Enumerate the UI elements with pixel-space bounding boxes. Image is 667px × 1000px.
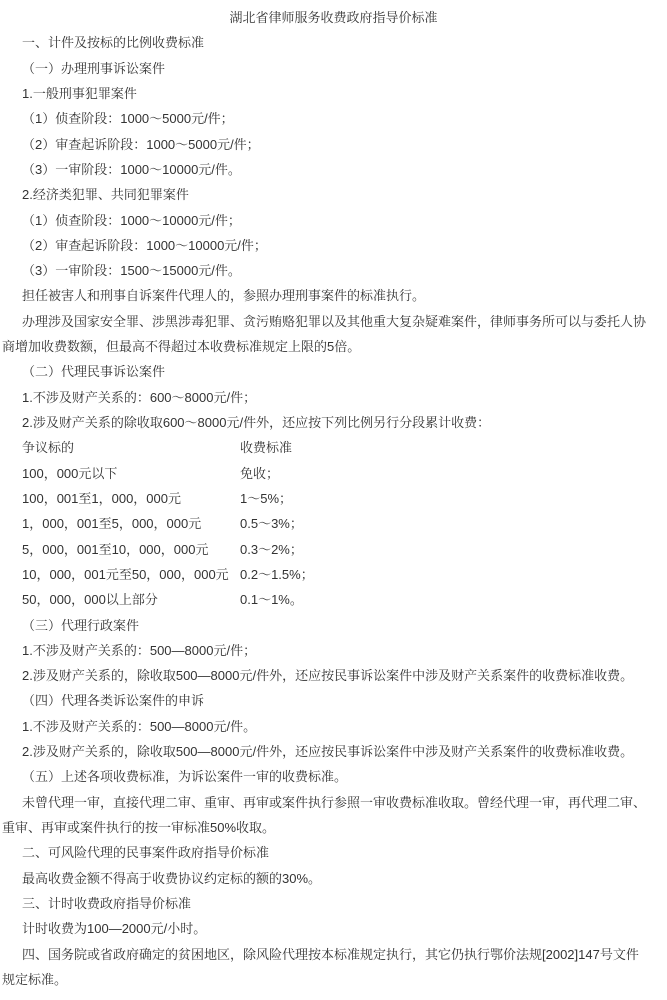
doc-line: 1.不涉及财产关系的：500—8000元/件。 xyxy=(22,718,257,734)
fee-table-row xyxy=(2,461,665,486)
fee-dispute-amount: 1，000，001至5，000，000元 xyxy=(22,516,202,532)
doc-line: （三）代理行政案件 xyxy=(22,617,140,633)
doc-line: 担任被害人和刑事自诉案件代理人的，参照办理刑事案件的标准执行。 xyxy=(22,288,426,304)
fee-table-row xyxy=(2,486,665,511)
fee-table-row xyxy=(2,562,665,587)
fee-dispute-amount: 100，001至1，000，000元 xyxy=(22,490,181,506)
doc-line: 1.不涉及财产关系的：500—8000元/件； xyxy=(22,642,257,658)
fee-dispute-amount: 50，000，000以上部分 xyxy=(22,592,158,608)
fee-table-header-dispute-amount: 争议标的 xyxy=(22,440,75,456)
doc-line: 1.不涉及财产关系的：600～8000元/件； xyxy=(22,389,257,405)
fee-rate: 0.1～1%。 xyxy=(240,592,303,608)
doc-line-continuation: 商增加收费数额，但最高不得超过本收费标准规定上限的5倍。 xyxy=(2,339,361,355)
doc-line: 办理涉及国家安全罪、涉黑涉毒犯罪、贪污贿赂犯罪以及其他重大复杂疑难案件，律师事务所可以与委托人协 xyxy=(22,313,647,329)
fee-rate: 免收； xyxy=(240,465,280,481)
doc-line: 未曾代理一审，直接代理二审、重审、再审或案件执行参照一审收费标准收取。曾经代理一审，再代理二审、 xyxy=(22,794,647,810)
doc-line-continuation: 规定标准。 xyxy=(2,971,68,987)
doc-line: 最高收费金额不得高于收费协议约定标的额的30%。 xyxy=(22,870,322,886)
fee-dispute-amount: 10，000，001元至50，000，000元 xyxy=(22,566,229,582)
doc-line: （二）代理民事诉讼案件 xyxy=(22,364,166,380)
doc-line-continuation: 重审、再审或案件执行的按一审标准50%收取。 xyxy=(2,820,276,835)
fee-dispute-amount: 100，000元以下 xyxy=(22,465,118,481)
doc-line: 二、可风险代理的民事案件政府指导价标准 xyxy=(22,845,270,861)
fee-table-row xyxy=(2,587,665,612)
doc-line: 2.涉及财产关系的，除收取500—8000元/件外，还应按民事诉讼案件中涉及财产关系案件的收费标准收费。 xyxy=(22,668,634,684)
doc-line: （3）一审阶段：1500～15000元/件。 xyxy=(22,263,241,279)
doc-line: 三、计时收费政府指导价标准 xyxy=(22,895,192,911)
doc-line: 2.经济类犯罪、共同犯罪案件 xyxy=(22,187,189,203)
fee-rate: 1～5%； xyxy=(240,490,293,506)
doc-line: （1）侦查阶段：1000～5000元/件； xyxy=(22,111,234,127)
fee-rate: 0.5～3%； xyxy=(240,516,303,532)
doc-line: （2）审查起诉阶段：1000～5000元/件； xyxy=(22,136,260,152)
doc-line: 一、计件及按标的比例收费标准 xyxy=(22,35,205,51)
fee-table-row xyxy=(2,511,665,536)
fee-table-row xyxy=(2,537,665,562)
fee-table-header-rate: 收费标准 xyxy=(240,440,293,456)
doc-line: （2）审查起诉阶段：1000～10000元/件； xyxy=(22,237,267,253)
doc-line: （四）代理各类诉讼案件的申诉 xyxy=(22,693,205,709)
fee-rate: 0.2～1.5%； xyxy=(240,566,314,582)
document-title: 湖北省律师服务收费政府指导价标准 xyxy=(229,10,438,25)
doc-line: 1.一般刑事犯罪案件 xyxy=(22,85,137,101)
doc-line: （一）办理刑事诉讼案件 xyxy=(22,60,166,76)
doc-line: 2.涉及财产关系的，除收取500—8000元/件外，还应按民事诉讼案件中涉及财产关系案件的收费标准收费。 xyxy=(22,744,634,760)
doc-line: 四、国务院或省政府确定的贫困地区，除风险代理按本标准规定执行，其它仍执行鄂价法规[2002]147号文件 xyxy=(22,946,639,962)
doc-line: （1）侦查阶段：1000～10000元/件； xyxy=(22,212,241,228)
doc-line: （五）上述各项收费标准，为诉讼案件一审的收费标准。 xyxy=(22,769,348,785)
doc-line: 2.涉及财产关系的除收取600～8000元/件外，还应按下列比例另行分段累计收费： xyxy=(22,415,491,430)
fee-dispute-amount: 5，000，001至10，000，000元 xyxy=(22,541,209,557)
fee-table-header-row xyxy=(2,435,665,460)
doc-line: （3）一审阶段：1000～10000元/件。 xyxy=(22,161,241,177)
fee-table xyxy=(2,435,665,612)
fee-rate: 0.3～2%； xyxy=(240,541,303,557)
doc-line: 计时收费为100—2000元/小时。 xyxy=(22,921,207,937)
